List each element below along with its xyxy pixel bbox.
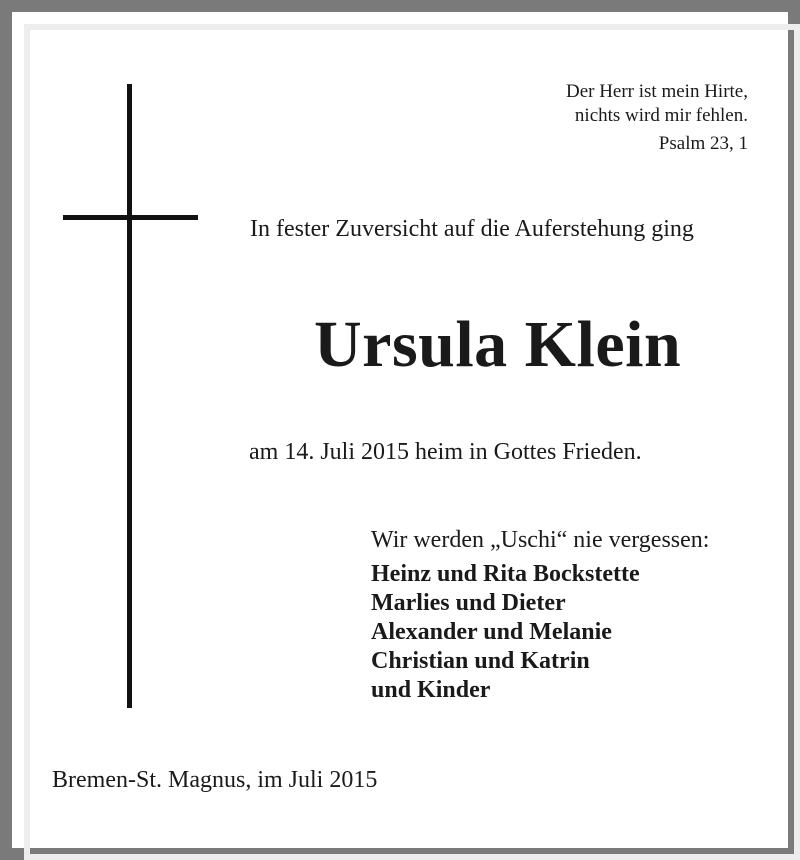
psalm-line: Der Herr ist mein Hirte, [565, 81, 748, 102]
mourner-name: Heinz und Rita Bockstette [371, 561, 640, 587]
mourner-name: Marlies und Dieter [371, 590, 566, 616]
psalm-line: nichts wird mir fehlen. [574, 105, 748, 126]
mourner-name: Christian und Katrin [371, 648, 590, 674]
mourners-block [371, 527, 709, 705]
place-date: Bremen-St. Magnus, im Juli 2015 [52, 767, 378, 793]
mourners-lead: Wir werden „Uschi“ nie vergessen: [371, 527, 710, 553]
mourner-name: Alexander und Melanie [371, 619, 612, 645]
date-line: am 14. Juli 2015 heim in Gottes Frieden. [249, 439, 642, 465]
psalm-quote [566, 80, 748, 156]
deceased-name: Ursula Klein [314, 308, 682, 381]
mourner-name: und Kinder [371, 677, 491, 703]
cross-vertical-bar [127, 84, 132, 708]
cross-horizontal-bar [63, 215, 198, 220]
mourners-list [371, 560, 709, 705]
psalm-reference: Psalm 23, 1 [658, 133, 748, 154]
intro-text: In fester Zuversicht auf die Auferstehung ging [250, 216, 694, 242]
